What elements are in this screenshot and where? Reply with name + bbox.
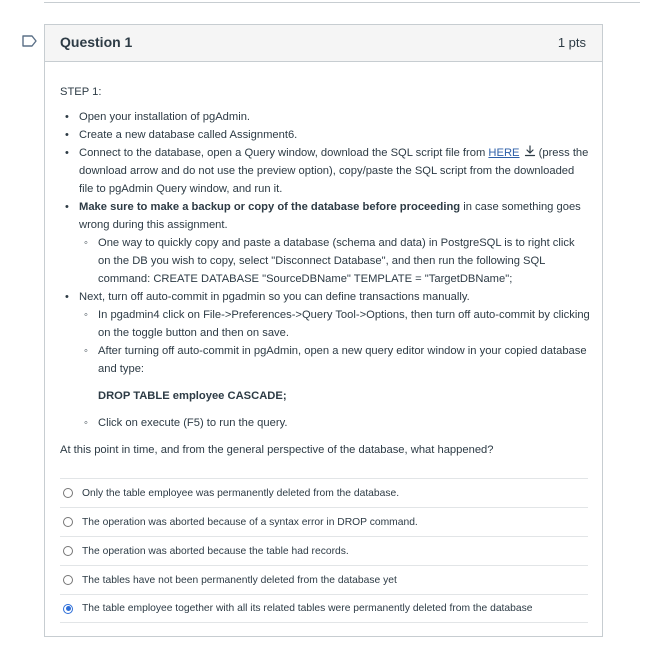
answer-option[interactable] [60, 565, 588, 594]
instruction-text: One way to quickly copy and paste a database (schema and data) in PostgreSQL is to right click on the DB you wish to copy, select "Disconnect Database", and then run the following SQL command: CREATE DATABASE "SourceDBName" TEMPLATE = "TargetDBName"; [98, 237, 575, 285]
sub-list-item [79, 306, 590, 342]
answer-option[interactable] [60, 507, 588, 536]
list-item [60, 198, 590, 288]
sub-list-item [79, 342, 590, 405]
instruction-text: Open your installation of pgAdmin. [79, 111, 251, 123]
answer-text: The tables have not been permanently deleted from the database yet [82, 574, 397, 586]
download-link[interactable]: HERE [488, 147, 520, 159]
answer-text: The table employee together with all its related tables were permanently deleted from the database [82, 603, 533, 614]
answer-text: The operation was aborted because the table had records. [82, 545, 349, 557]
list-item [60, 108, 590, 126]
question-body [60, 83, 590, 459]
question-prompt: At this point in time, and from the general perspective of the database, what happened? [60, 444, 494, 456]
instruction-text: (press the download arrow and do not use the preview option), copy/paste the SQL script from the downloaded file to pgAdmin Query window, and run it. [79, 147, 589, 195]
radio-button[interactable] [63, 604, 73, 614]
answer-text: The operation was aborted because of a syntax error in DROP command. [82, 516, 418, 528]
radio-button[interactable] [63, 488, 73, 498]
backup-warning: Make sure to make a backup or copy of the database before proceeding [79, 201, 461, 213]
answer-option[interactable] [60, 478, 588, 507]
question-card [44, 24, 603, 637]
list-item [60, 288, 590, 432]
list-item [60, 126, 590, 144]
radio-button[interactable] [63, 575, 73, 585]
download-icon[interactable] [524, 145, 536, 157]
sub-list [79, 306, 590, 432]
radio-button[interactable] [63, 517, 73, 527]
top-divider [44, 2, 640, 3]
sql-command: DROP TABLE employee CASCADE; [98, 390, 287, 402]
sub-list-item [79, 234, 590, 288]
question-points: 1 pts [557, 35, 586, 50]
question-header [45, 25, 602, 62]
answer-list [60, 478, 588, 623]
sub-list [79, 234, 590, 288]
answer-option[interactable] [60, 536, 588, 565]
radio-button[interactable] [63, 546, 73, 556]
instruction-list [60, 108, 590, 432]
flag-outline-icon[interactable] [22, 35, 38, 47]
instruction-text: Click on execute (F5) to run the query. [98, 417, 288, 429]
answer-text: Only the table employee was permanently deleted from the database. [82, 487, 400, 499]
step-heading: STEP 1: [60, 86, 102, 98]
instruction-text: In pgadmin4 click on File->Preferences->Query Tool->Options, then turn off auto-commit by clicking on the toggle button and then on save. [98, 309, 590, 339]
instruction-text: Create a new database called Assignment6. [79, 129, 298, 141]
question-title: Question 1 [60, 34, 133, 50]
instruction-text: Next, turn off auto-commit in pgadmin so you can define transactions manually. [79, 291, 470, 303]
instruction-text: Connect to the database, open a Query window, download the SQL script file from [79, 147, 489, 159]
instruction-text: in case something goes wrong during this assignment. [79, 201, 581, 231]
sub-list-item [79, 414, 590, 432]
instruction-text: After turning off auto-commit in pgAdmin, open a new query editor window in your copied database and type: [98, 345, 587, 375]
answer-option[interactable] [60, 594, 588, 623]
list-item [60, 144, 590, 198]
